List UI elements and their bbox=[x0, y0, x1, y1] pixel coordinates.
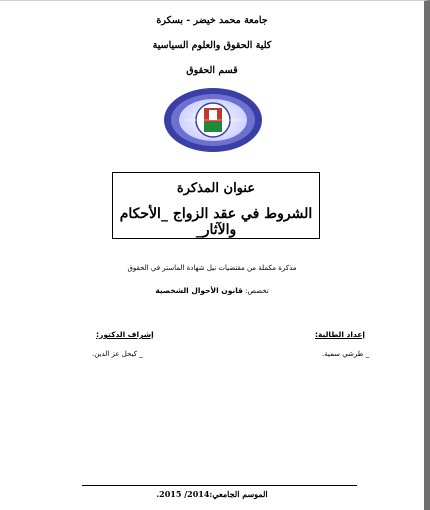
academic-year: الموسم الجامعي:2014/ 2015. bbox=[156, 489, 268, 499]
student-name: _ طرشي سمية. bbox=[322, 350, 370, 358]
degree-description: مذكرة مكملة من مقتضيات نيل شهادة الماستر في الحقوق bbox=[127, 264, 297, 272]
prepared-by-label: إعداد الطالبة: bbox=[315, 330, 365, 339]
specialization-line bbox=[0, 286, 424, 295]
university-logo bbox=[163, 86, 263, 154]
university-name: جامعة محمد خيضر - بسكرة bbox=[156, 15, 268, 26]
thesis-heading: عنوان المذكرة bbox=[176, 181, 256, 196]
specialization-value: قانون الأحوال الشخصية bbox=[155, 286, 243, 295]
thesis-title-box bbox=[112, 172, 320, 239]
faculty-name: كلية الحقوق والعلوم السياسية bbox=[152, 40, 272, 51]
footer-divider bbox=[82, 485, 357, 486]
department-name: قسم الحقوق bbox=[186, 65, 238, 76]
specialization-label: تخصص: bbox=[245, 287, 269, 295]
supervisor-label: إشراف الدكتور: bbox=[96, 330, 154, 339]
thesis-title: الشروط في عقد الزواج _الأحكام والآثار_ bbox=[119, 206, 313, 238]
supervisor-name: _ كيحل عز الدين. bbox=[92, 350, 143, 358]
